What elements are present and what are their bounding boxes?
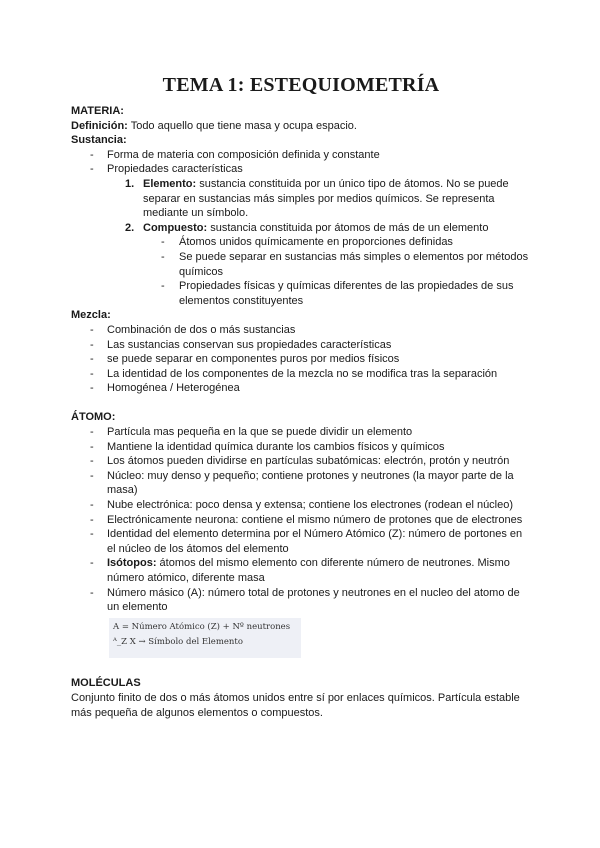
- list-item: - Identidad del elemento determina por el Número Atómico (Z): número de portones en el núcleo de los átomos del elemento: [71, 527, 531, 556]
- elemento-item: [71, 177, 531, 221]
- list-item: - se puede separar en componentes puros por medios físicos: [71, 352, 531, 367]
- isotopos-label: Isótopos:: [107, 557, 157, 570]
- isotopos-item: [71, 556, 531, 585]
- list-item: - Combinación de dos o más sustancias: [71, 323, 531, 338]
- list-item: - Mantiene la identidad química durante los cambios físicos y químicos: [71, 440, 531, 455]
- list-item: - Electrónicamente neurona: contiene el mismo número de protones que de electrones: [71, 513, 531, 528]
- isotopos-text: átomos del mismo elemento con diferente número de neutrones. Mismo número atómico, diferente masa: [107, 557, 510, 584]
- list-item: - Propiedades características: [71, 162, 531, 177]
- formula-line: ᴬ_Z X → Símbolo del Elemento: [113, 636, 243, 647]
- sustancia-types-list: [71, 177, 531, 235]
- formula-image: [109, 618, 301, 658]
- moleculas-paragraph: Conjunto finito de dos o más átomos unidos entre sí por enlaces químicos. Partícula estable más pequeña de algunos elementos o compuestos.: [71, 691, 520, 719]
- list-item: - Las sustancias conservan sus propiedades características: [71, 338, 531, 353]
- compuesto-sublist: [71, 235, 531, 308]
- definicion-text: Todo aquello que tiene masa y ocupa espacio.: [127, 119, 357, 132]
- list-item: - Propiedades físicas y químicas diferentes de las propiedades de sus elementos constituyentes: [71, 279, 531, 308]
- elemento-number: 1.: [125, 177, 135, 190]
- list-item: - Se puede separar en sustancias más simples o elementos por métodos químicos: [71, 250, 531, 279]
- page-title: TEMA 1: ESTEQUIOMETRÍA: [162, 74, 440, 96]
- sustancia-list: [71, 148, 531, 177]
- materia-heading: MATERIA:: [71, 105, 124, 117]
- list-item: - Número másico (A): número total de protones y neutrones en el nucleo del atomo de un elemento: [71, 586, 531, 615]
- compuesto-text: sustancia constituida por átomos de más de un elemento: [207, 221, 489, 234]
- document-page: [71, 72, 531, 720]
- list-item: - Homogénea / Heterogénea: [71, 381, 531, 396]
- sustancia-heading: Sustancia:: [71, 134, 127, 147]
- list-item: - Partícula mas pequeña en la que se puede dividir un elemento: [71, 425, 531, 440]
- atomo-heading: ÁTOMO:: [71, 411, 116, 424]
- list-item: - Nube electrónica: poco densa y extensa; contiene los electrones (rodean el núcleo): [71, 498, 531, 513]
- list-item: - La identidad de los componentes de la mezcla no se modifica tras la separación: [71, 367, 531, 382]
- compuesto-label: Compuesto:: [143, 221, 208, 234]
- list-item: - Núcleo: muy denso y pequeño; contiene protones y neutrones (la mayor parte de la masa): [71, 469, 531, 498]
- compuesto-item: [71, 221, 531, 236]
- moleculas-heading: MOLÉCULAS: [71, 677, 141, 690]
- definicion-label: Definición:: [71, 119, 128, 132]
- compuesto-number: 2.: [125, 221, 135, 234]
- definicion-paragraph: [71, 119, 531, 134]
- formula-line: A = Número Atómico (Z) + Nº neutrones: [113, 621, 291, 632]
- elemento-label: Elemento:: [143, 177, 197, 190]
- mezcla-list: [71, 323, 531, 396]
- list-item: - Forma de materia con composición definida y constante: [71, 148, 531, 163]
- mezcla-heading: Mezcla:: [71, 309, 111, 322]
- elemento-text: sustancia constituida por un único tipo de átomos. No se puede separar en sustancias más simples por medios químicos. Se representa mediante un símbolo.: [143, 177, 509, 220]
- atomo-list: [71, 425, 531, 615]
- list-item: - Átomos unidos químicamente en proporciones definidas: [71, 235, 531, 250]
- list-item: - Los átomos pueden dividirse en partículas subatómicas: electrón, protón y neutrón: [71, 454, 531, 469]
